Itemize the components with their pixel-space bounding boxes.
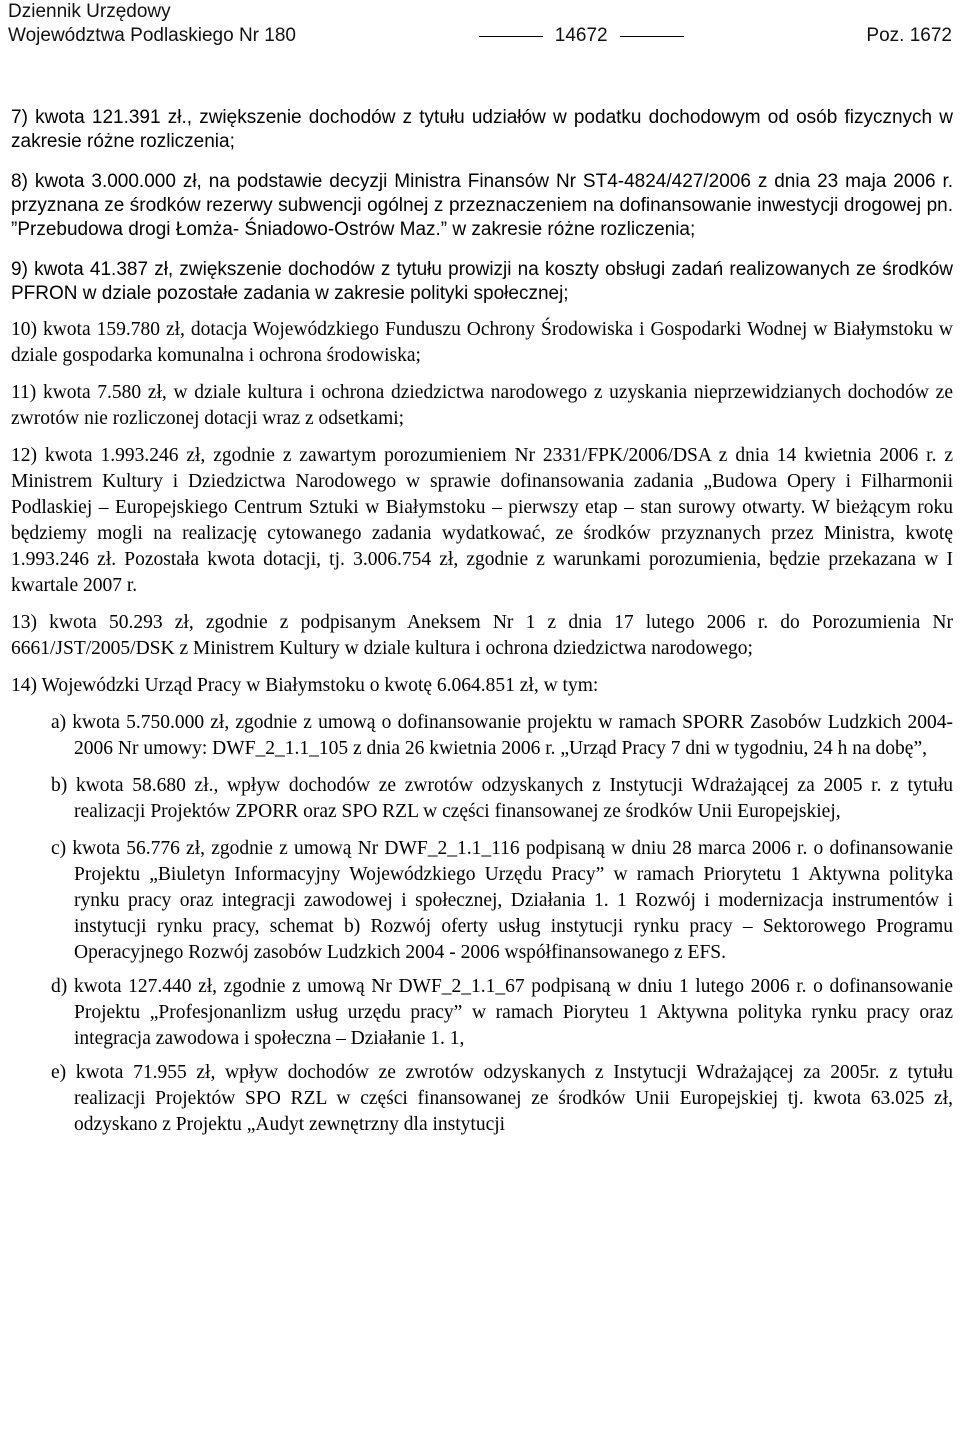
- sub-item: b) kwota 58.680 zł., wpływ dochodów ze zwrotów odzyskanych z Instytucji Wdrażającej za 2005 r. z tytułu realizacji Projektów ZPORR oraz SPO RZL w części finansowanej ze środków Unii Europejskiej,: [51, 775, 953, 822]
- document-body: [11, 106, 953, 1138]
- list-item: 13) kwota 50.293 zł, zgodnie z podpisanym Aneksem Nr 1 z dnia 17 lutego 2006 r. do Porozumienia Nr 6661/JST/2005/DSK z Ministrem Kultury w dziale kultura i ochrona dziedzictwa narodowego;: [11, 612, 953, 659]
- list-item: 12) kwota 1.993.246 zł, zgodnie z zawartym porozumieniem Nr 2331/FPK/2006/DSA z dnia 14 kwietnia 2006 r. z Ministrem Kultury i Dziedzictwa Narodowego w sprawie dofinansowania zadania „Budowa Opery i Filharmonii Podlaskiej – Europejskiego Centrum Sztuki w Białymstoku – pierwszy etap – stan surowy otwarty. W bieżącym roku będziemy mogli na realizację cytowanego zadania wydatkować, ze środków przyznanych przez Ministra, kwotę 1.993.246 zł. Pozostała kwota dotacji, tj. 3.006.754 zł, zgodnie z warunkami porozumienia, będzie przekazana w I kwartale 2007 r.: [11, 445, 953, 596]
- sub-item: d) kwota 127.440 zł, zgodnie z umową Nr DWF_2_1.1_67 podpisaną w dniu 1 lutego 2006 r. o dofinansowanie Projektu „Profesjonanlizm usług urzędu pracy” w ramach Pioryteu 1 Aktywna polityka rynku pracy oraz integracja zawodowa i społeczna – Działanie 1. 1,: [51, 976, 953, 1049]
- list-item: 8) kwota 3.000.000 zł, na podstawie decyzji Ministra Finansów Nr ST4-4824/427/2006 z dnia 23 maja 2006 r. przyznana ze środków rezerwy subwencji ogólnej z przeznaczeniem na dofinansowanie inwestycji drogowej pn. ”Przebudowa drogi Łomża- Śniadowo-Ostrów Maz.” w zakresie różne rozliczenia;: [11, 171, 953, 240]
- list-item: 7) kwota 121.391 zł., zwiększenie dochodów z tytułu udziałów w podatku dochodowym od osób fizycznych w zakresie różne rozliczenia;: [11, 107, 953, 152]
- list-item: 9) kwota 41.387 zł, zwiększenie dochodów z tytułu prowizji na koszty obsługi zadań realizowanych ze środków PFRON w dziale pozostałe zadania w zakresie polityki społecznej;: [11, 259, 953, 304]
- list-item: 14) Wojewódzki Urząd Pracy w Białymstoku o kwotę 6.064.851 zł, w tym:: [11, 675, 599, 696]
- rule-left: [479, 36, 543, 37]
- list-item: 11) kwota 7.580 zł, w dziale kultura i ochrona dziedzictwa narodowego z uzyskania nieprzewidzianych dochodów ze zwrotów nie rozliczonej dotacji wraz z odsetkami;: [11, 382, 953, 429]
- journal-title: Dziennik Urzędowy: [8, 1, 171, 22]
- position-number: Poz. 1672: [866, 25, 952, 46]
- header-row: [8, 24, 952, 48]
- sub-item: c) kwota 56.776 zł, zgodnie z umową Nr DWF_2_1.1_116 podpisaną w dniu 28 marca 2006 r. o dofinansowanie Projektu „Biuletyn Informacyjny Wojewódzkiego Urzędu Pracy” w ramach Priorytetu 1 Aktywna polityka rynku pracy oraz integracji zawodowej i społecznej, Działania 1. 1 Rozwój i modernizacja instrumentów i instytucji rynku pracy, schemat b) Rozwój oferty usług instytucji rynku pracy – Sektorowego Programu Operacyjnego Rozwój zasobów Ludzkich 2004 - 2006 współfinansowanego z EFS.: [51, 838, 953, 963]
- sub-item: e) kwota 71.955 zł, wpływ dochodów ze zwrotów odzyskanych z Instytucji Wdrażającej za 2005r. z tytułu realizacji Projektów SPO RZL w części finansowanej ze środków Unii Europejskiej tj. kwota 63.025 zł, odzyskano z Projektu „Audyt zewnętrzny dla instytucji: [51, 1062, 953, 1135]
- page-header: [8, 0, 952, 48]
- page-number: 14672: [554, 25, 608, 46]
- rule-right: [620, 36, 684, 37]
- region-issue: Województwa Podlaskiego Nr 180: [8, 25, 296, 46]
- list-item: 10) kwota 159.780 zł, dotacja Wojewódzkiego Funduszu Ochrony Środowiska i Gospodarki Wodnej w Białymstoku w dziale gospodarka komunalna i ochrona środowiska;: [11, 319, 953, 366]
- page-number-group: [467, 24, 696, 48]
- sub-item: a) kwota 5.750.000 zł, zgodnie z umową o dofinansowanie projektu w ramach SPORR Zasobów Ludzkich 2004-2006 Nr umowy: DWF_2_1.1_105 z dnia 26 kwietnia 2006 r. „Urząd Pracy 7 dni w tygodniu, 24 h na dobę”,: [51, 712, 953, 759]
